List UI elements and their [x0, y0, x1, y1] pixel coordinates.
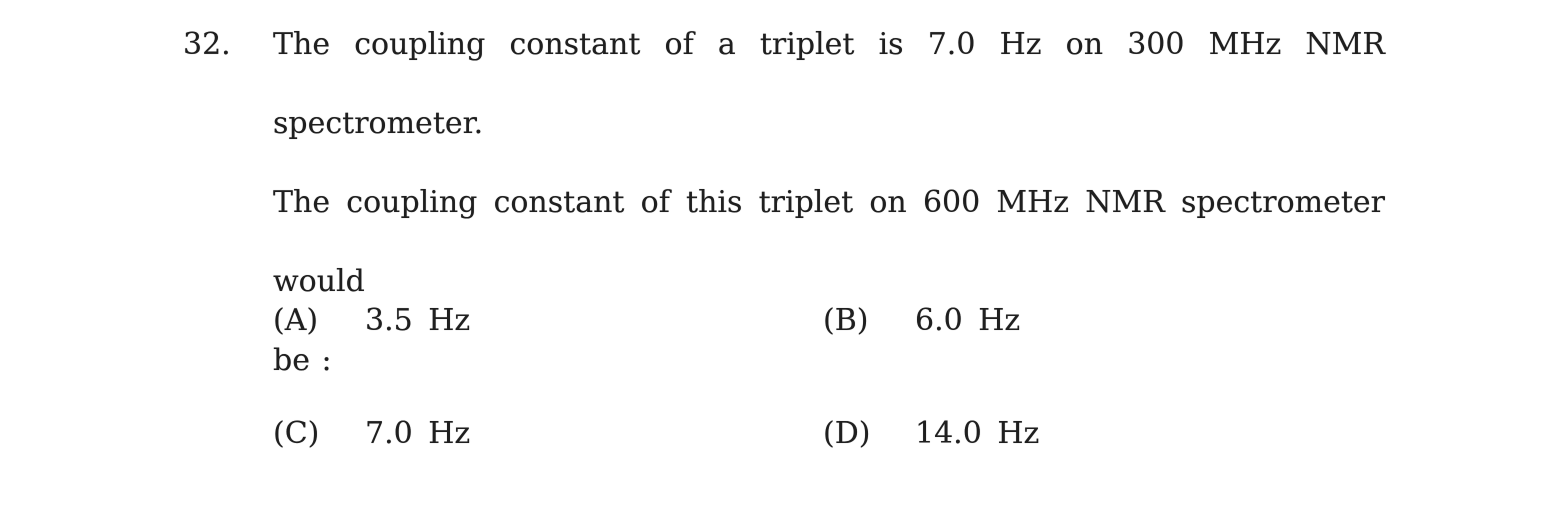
option-d-label: (D) [823, 416, 871, 451]
option-d [823, 414, 1039, 454]
options-row-1 [273, 301, 1020, 341]
option-c [273, 414, 823, 454]
option-a-value: 3.5 Hz [365, 303, 471, 338]
option-c-value: 7.0 Hz [365, 416, 471, 451]
options-row-2 [273, 414, 1039, 454]
question-line-2: The coupling constant of this triplet on 600 MHz NMR spectrometer would [273, 185, 1385, 299]
question-line-3: be : [273, 343, 332, 378]
option-d-value: 14.0 Hz [915, 416, 1040, 451]
option-a [273, 301, 823, 341]
option-b-label: (B) [823, 303, 869, 338]
option-a-label: (A) [273, 303, 319, 338]
option-b [823, 301, 1020, 341]
question-number: 32. [183, 27, 231, 62]
question-line-1: The coupling constant of a triplet is 7.0 Hz on 300 MHz NMR spectrometer. [273, 27, 1385, 141]
option-b-value: 6.0 Hz [915, 303, 1021, 338]
option-c-label: (C) [273, 416, 320, 451]
